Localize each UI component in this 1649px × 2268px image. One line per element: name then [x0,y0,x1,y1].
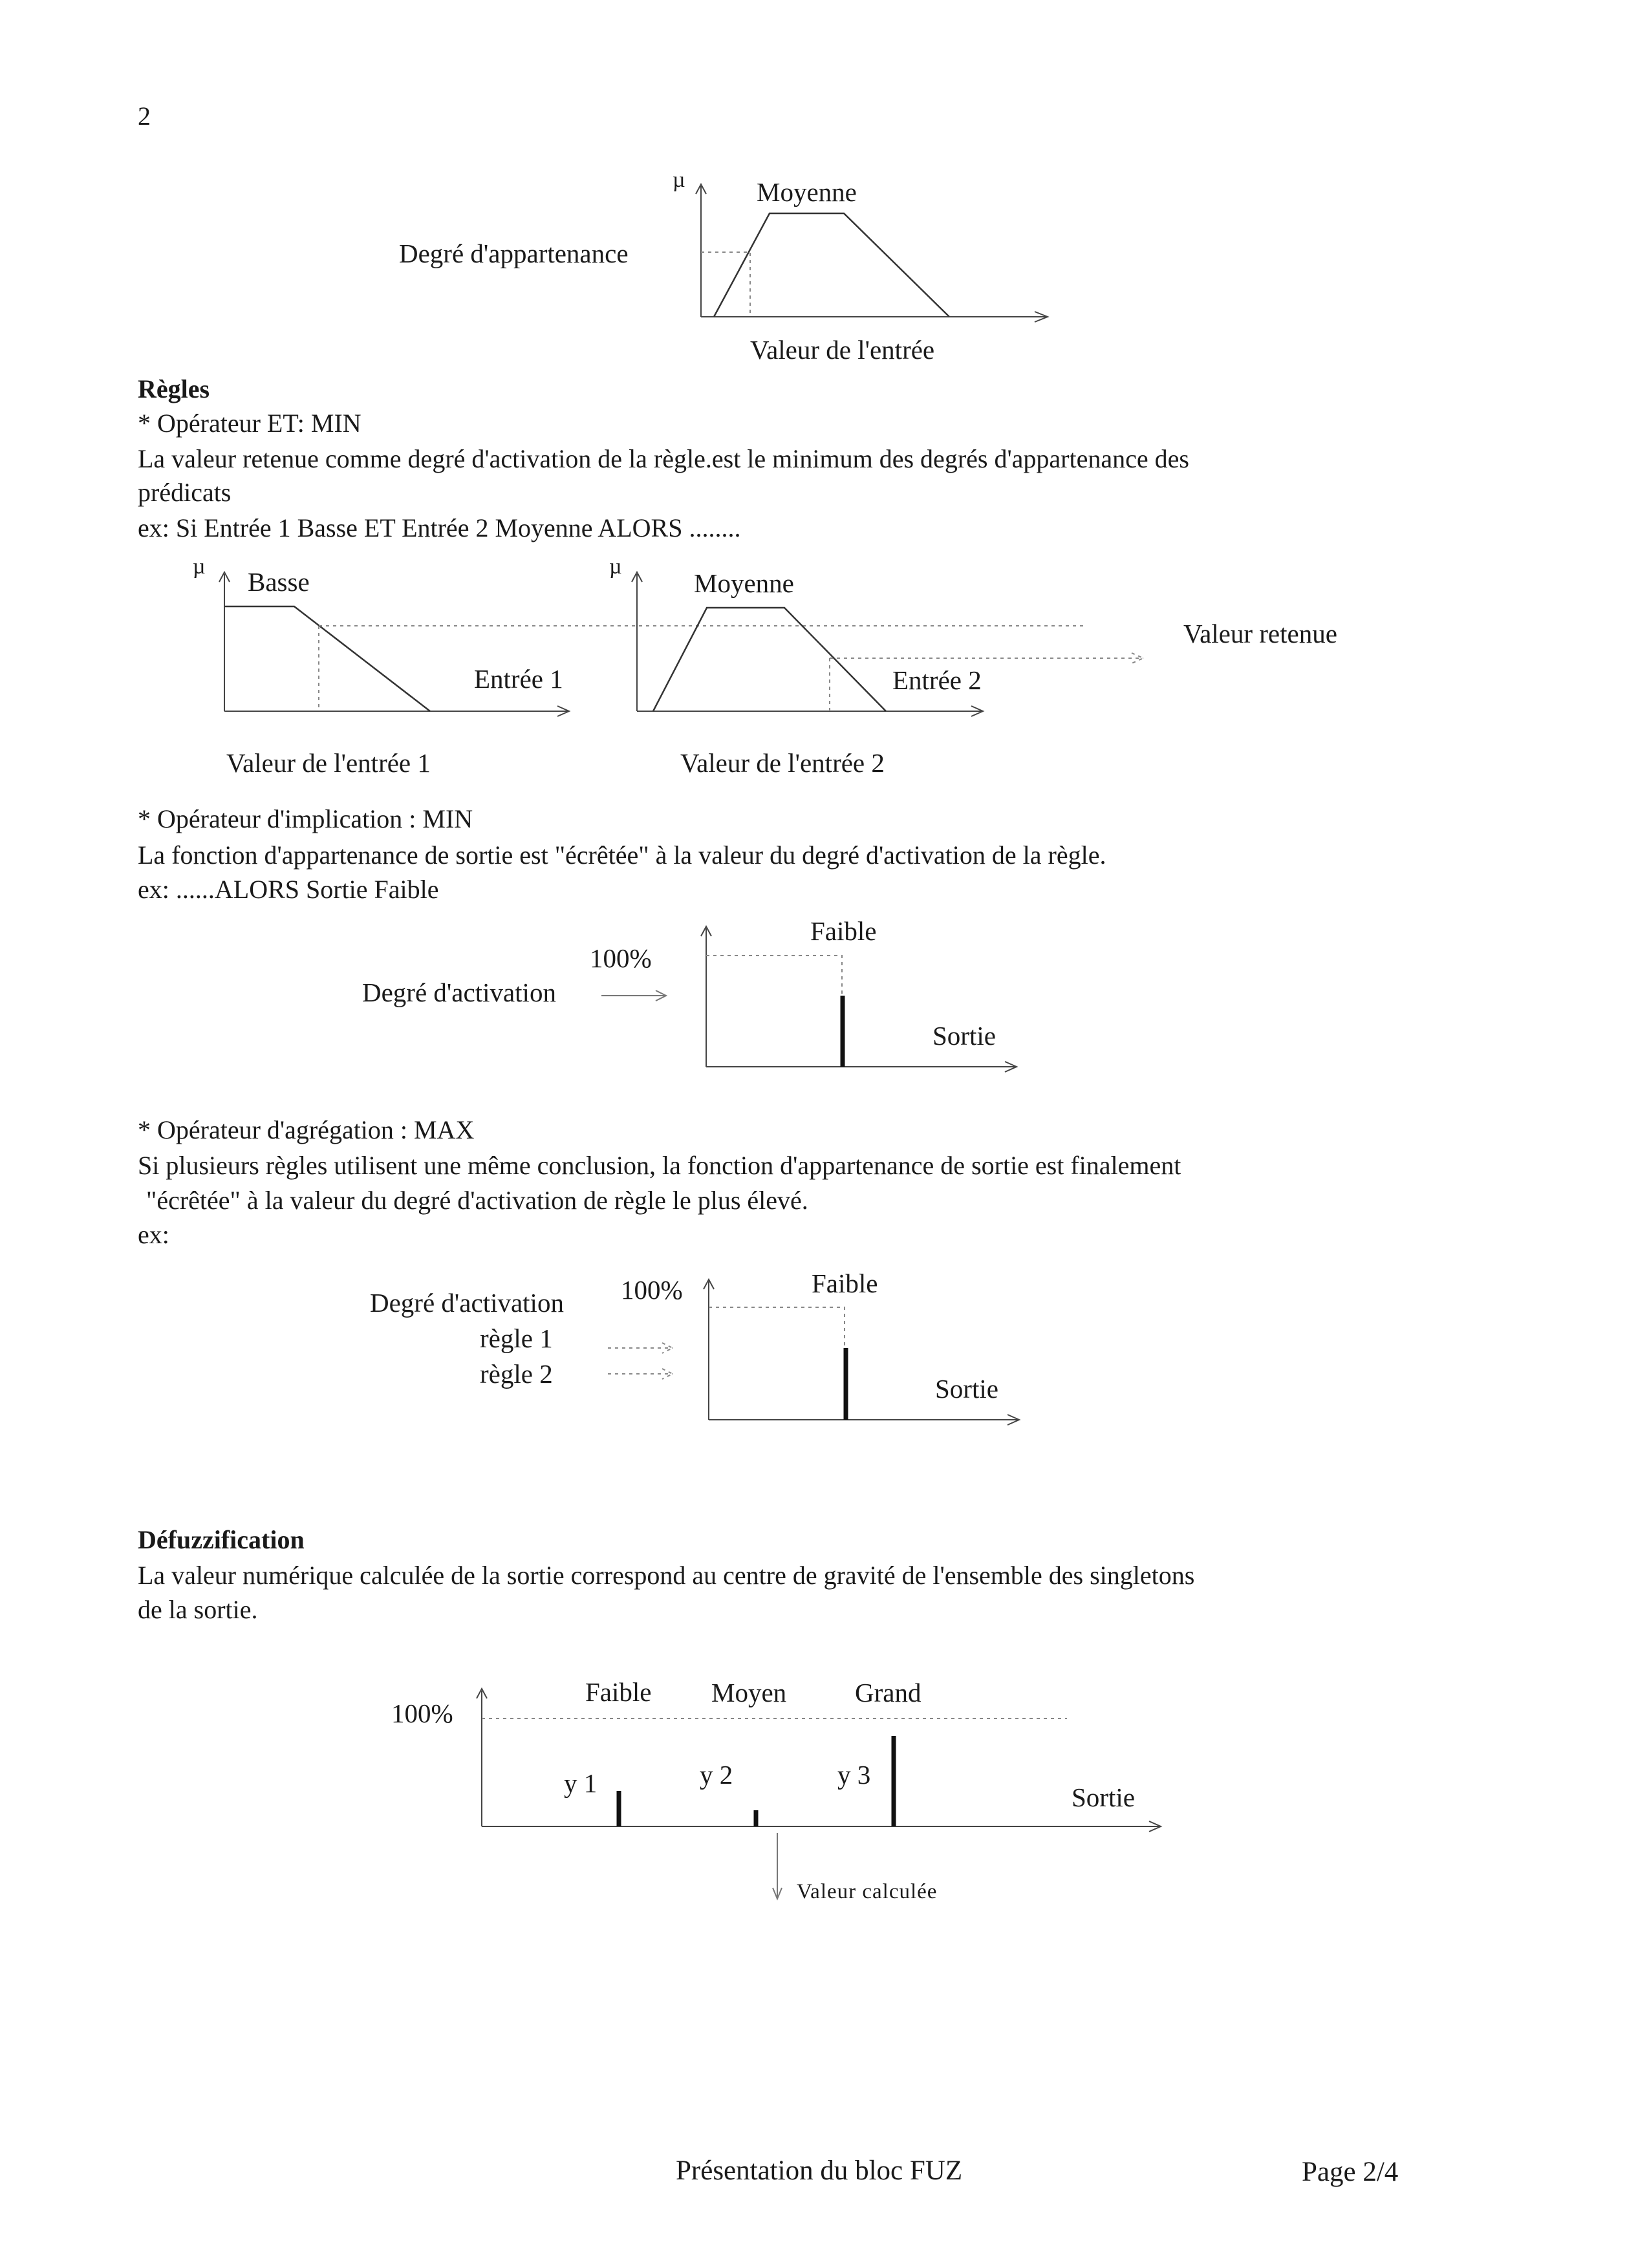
operator-aggregation: * Opérateur d'agrégation : MAX [138,1115,475,1144]
output-label: Sortie [935,1374,998,1404]
section-heading-defuzz: Défuzzification [138,1525,305,1554]
operator-implication: * Opérateur d'implication : MIN [138,804,473,833]
activation-label: Degré d'activation [362,978,556,1007]
regles-desc-2: prédicats [138,478,232,507]
x-axis-label: Valeur de l'entrée [750,335,935,365]
x-label-input-2: Valeur de l'entrée 2 [680,748,885,778]
mu-symbol: µ [673,168,685,192]
computed-value-arrow [773,1833,782,1899]
implication-example: ex: ......ALORS Sortie Faible [138,875,439,904]
operator-et: * Opérateur ET: MIN [138,409,361,438]
mu-symbol-2: µ [609,555,622,579]
mu-symbol-1: µ [193,555,206,579]
percent-100: 100% [621,1275,683,1305]
activation-label: Degré d'activation [370,1288,564,1318]
defuzz-desc-2: de la sortie. [138,1595,258,1624]
y3-label: y 3 [837,1760,871,1790]
set-label-faible: Faible [585,1677,652,1707]
output-label: Sortie [932,1021,996,1051]
computed-value-label: Valeur calculée [797,1880,938,1903]
set-label-basse: Basse [248,567,310,597]
set-label-moyenne-2: Moyenne [694,568,794,598]
retained-value-label: Valeur retenue [1183,619,1337,648]
section-heading-regles: Règles [138,374,210,403]
set-label-faible: Faible [810,916,877,946]
y1-label: y 1 [564,1768,598,1798]
aggregation-example: ex: [138,1220,169,1249]
y-axis [477,1689,487,1826]
y-axis-label: Degré d'appartenance [399,239,629,268]
set-label-moyen: Moyen [711,1678,787,1707]
aggregation-desc-2: "écrêtée" à la valeur du degré d'activation de règle le plus élevé. [146,1186,808,1215]
rule-1-label: règle 1 [480,1323,553,1353]
regles-desc-1: La valeur retenue comme degré d'activation de la règle.est le minimum des degrés d'appartenance des [138,444,1189,473]
footer-page: Page 2/4 [1302,2157,1399,2187]
set-label-moyenne: Moyenne [757,177,857,207]
x-axis [482,1821,1161,1832]
regles-example: ex: Si Entrée 1 Basse ET Entrée 2 Moyenne ALORS ........ [138,513,741,542]
aggregation-desc-1: Si plusieurs règles utilisent une même conclusion, la fonction d'appartenance de sortie est finalement [138,1151,1181,1180]
input-1-label: Entrée 1 [474,664,563,694]
rule-2-label: règle 2 [480,1359,553,1389]
footer-title: Présentation du bloc FUZ [676,2156,963,2186]
set-label-faible: Faible [812,1268,878,1298]
x-label-input-1: Valeur de l'entrée 1 [226,748,431,778]
output-label: Sortie [1072,1782,1135,1812]
percent-100: 100% [391,1698,453,1728]
y2-label: y 2 [700,1760,733,1790]
percent-100: 100% [590,943,652,973]
input-2-label: Entrée 2 [892,665,982,695]
defuzz-desc-1: La valeur numérique calculée de la sortie correspond au centre de gravité de l'ensemble des singletons [138,1561,1195,1590]
page-number: 2 [138,102,151,131]
set-label-grand: Grand [855,1678,921,1707]
implication-desc: La fonction d'appartenance de sortie est "écrêtée" à la valeur du degré d'activation de la règle. [138,840,1106,870]
